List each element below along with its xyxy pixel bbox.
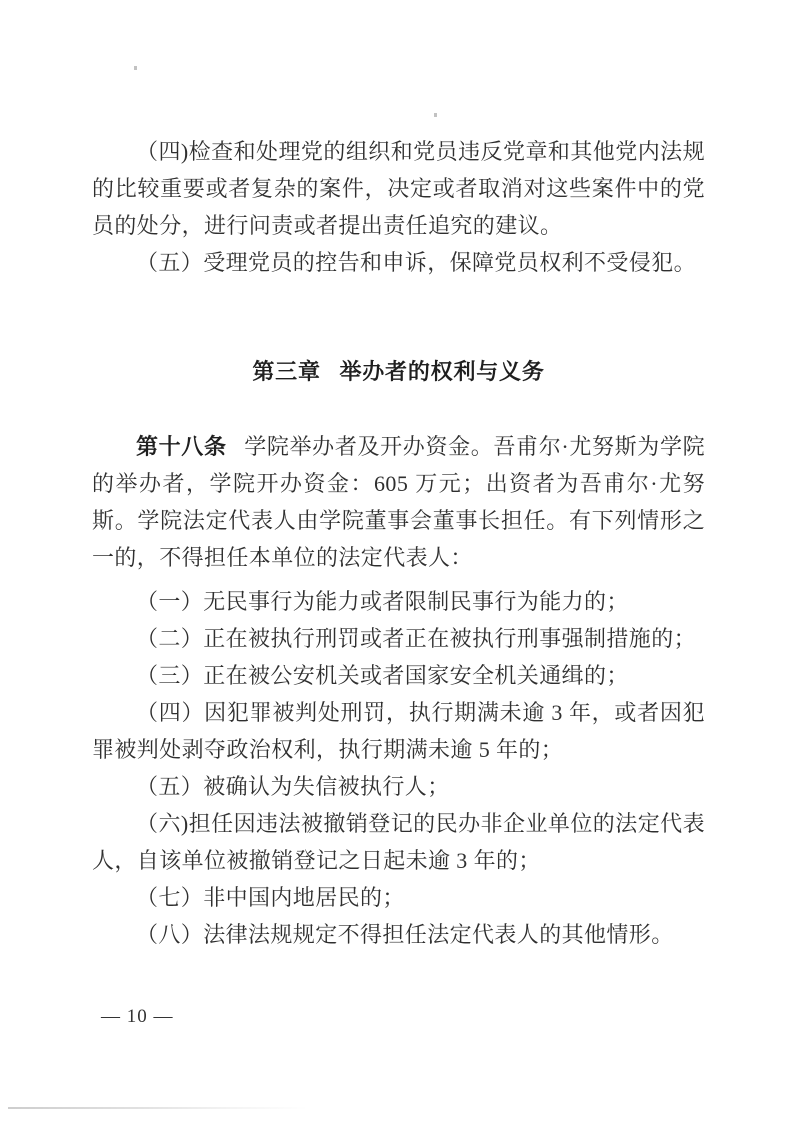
condition-item-2: （二）正在被执行刑罚或者正在被执行刑事强制措施的； <box>136 626 697 651</box>
page-content <box>92 133 705 953</box>
conditions-list <box>92 583 705 953</box>
clause-paragraph-4: （四)检查和处理党的组织和党员违反党章和其他党内法规的比较重要或者复杂的案件，决定或者取消对这些案件中的党员的处分，进行问责或者提出责任追究的建议。 <box>92 139 705 238</box>
page-number: — 10 — <box>101 1006 174 1027</box>
condition-item-5: （五）被确认为失信被执行人； <box>136 774 450 799</box>
chapter-number: 第三章 <box>252 359 321 384</box>
condition-item-7: （七）非中国内地居民的； <box>136 885 405 910</box>
scan-speck <box>434 113 437 117</box>
scan-speck <box>134 66 137 70</box>
condition-item-1: （一）无民事行为能力或者限制民事行为能力的； <box>136 589 629 614</box>
article-body: 学院举办者及开办资金。吾甫尔·尤努斯为学院的举办者，学院开办资金：605 万元；出资者为吾甫尔·尤努斯。学院法定代表人由学院董事会董事长担任。有下列情形之一的，不得担任本单位的法定代表人： <box>92 434 705 570</box>
clause-paragraph-5: （五）受理党员的控告和申诉，保障党员权利不受侵犯。 <box>136 250 697 275</box>
scan-edge-artifact <box>8 1107 308 1109</box>
chapter-heading <box>92 354 705 390</box>
condition-item-3: （三）正在被公安机关或者国家安全机关通缉的； <box>136 663 629 688</box>
article-paragraph <box>92 428 705 576</box>
condition-item-6: （六)担任因违法被撤销登记的民办非企业单位的法定代表人，自该单位被撤销登记之日起未逾 3 年的； <box>92 811 705 873</box>
condition-item-4: （四）因犯罪被判处刑罚，执行期满未逾 3 年，或者因犯罪被判处剥夺政治权利，执行期满未逾 5 年的； <box>92 700 705 762</box>
condition-item-8: （八）法律法规规定不得担任法定代表人的其他情形。 <box>136 922 674 947</box>
chapter-title: 举办者的权利与义务 <box>339 359 545 384</box>
article-number: 第十八条 <box>136 434 227 459</box>
